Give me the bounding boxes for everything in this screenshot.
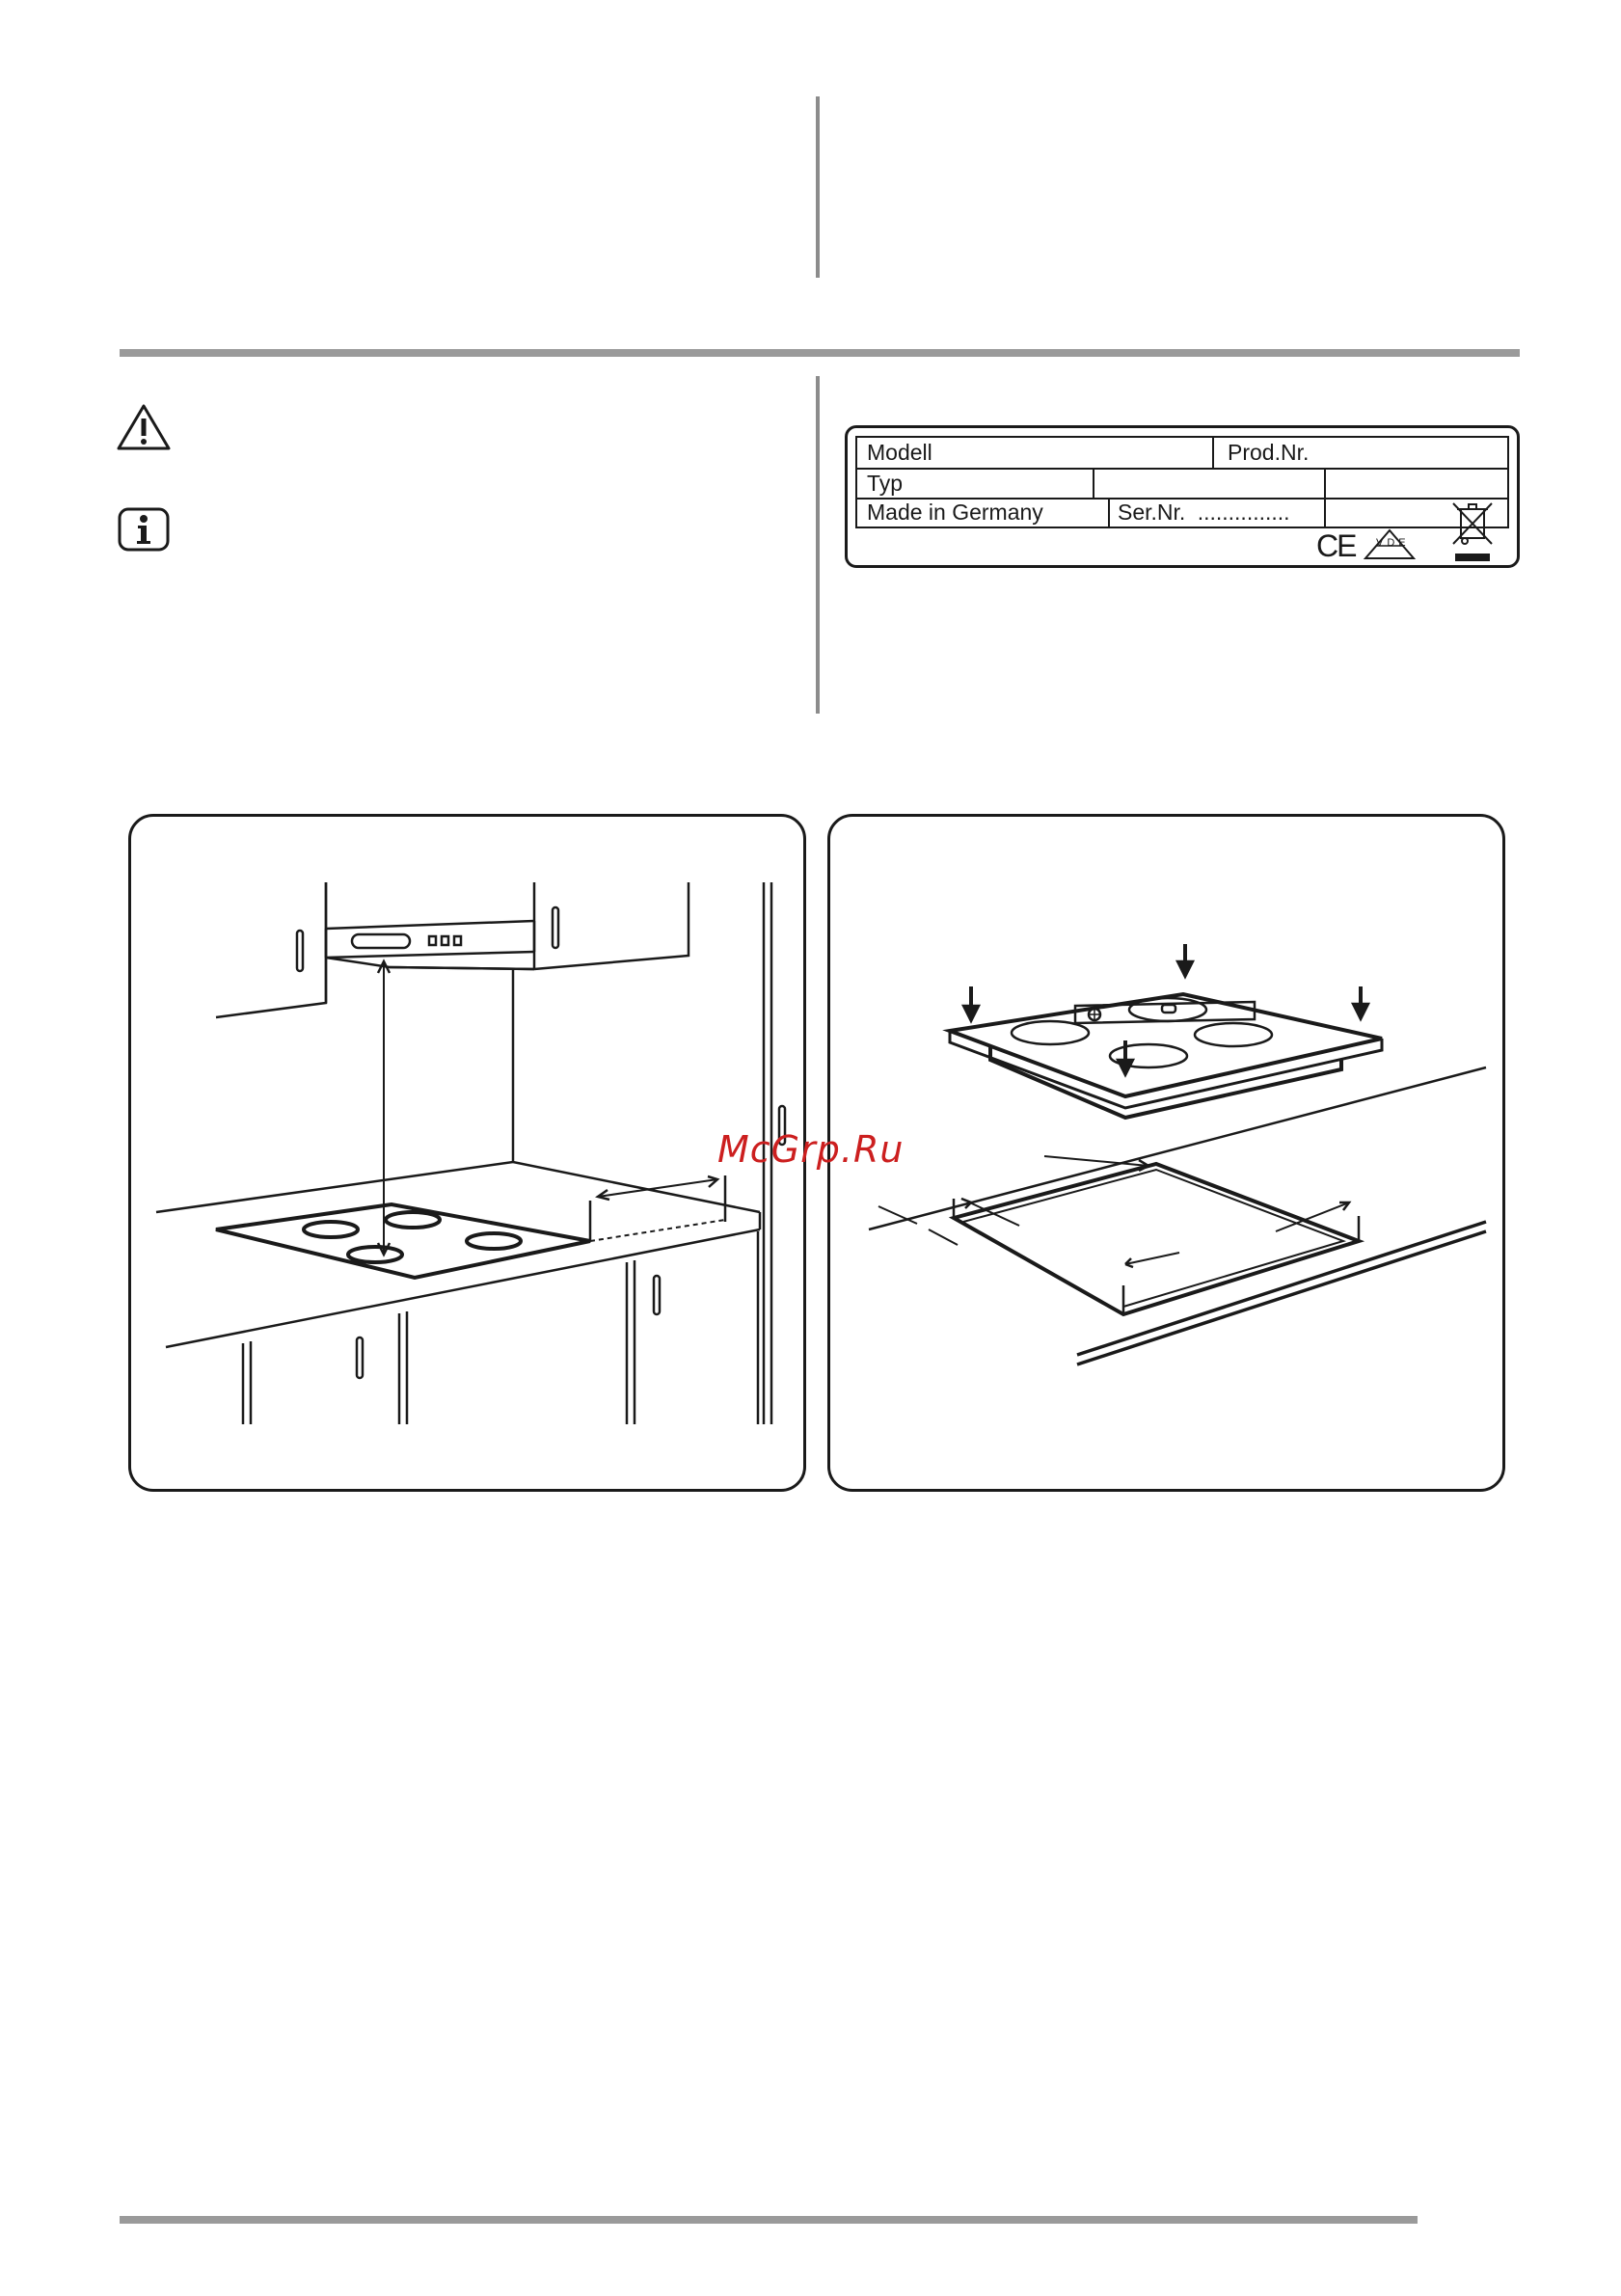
serial-value: ...............	[1197, 500, 1290, 525]
hob-installation-illustration	[827, 814, 1505, 1492]
warning-icon	[116, 403, 172, 451]
weee-bin-icon	[1447, 500, 1498, 567]
vde-mark	[1363, 528, 1417, 561]
model-label: Modell	[867, 440, 932, 465]
ce-mark: CE	[1316, 528, 1356, 563]
info-icon	[118, 507, 170, 552]
serial-label-text: Ser.Nr.	[1118, 500, 1186, 525]
section-rule	[120, 349, 1520, 357]
serial-label	[1118, 498, 1290, 527]
origin-label: Made in Germany	[867, 500, 1043, 525]
hob-clearance-illustration	[128, 814, 806, 1492]
type-label: Typ	[867, 471, 904, 496]
vde-mark-text: VDE	[1376, 537, 1410, 549]
prod-number-label: Prod.Nr.	[1228, 440, 1310, 465]
top-column-divider	[816, 96, 820, 278]
footer-rule	[120, 2216, 1418, 2224]
rating-plate-grid	[855, 436, 1509, 528]
middle-column-divider	[816, 376, 820, 714]
watermark: McGrp.Ru	[717, 1128, 905, 1171]
rating-plate	[845, 425, 1520, 568]
